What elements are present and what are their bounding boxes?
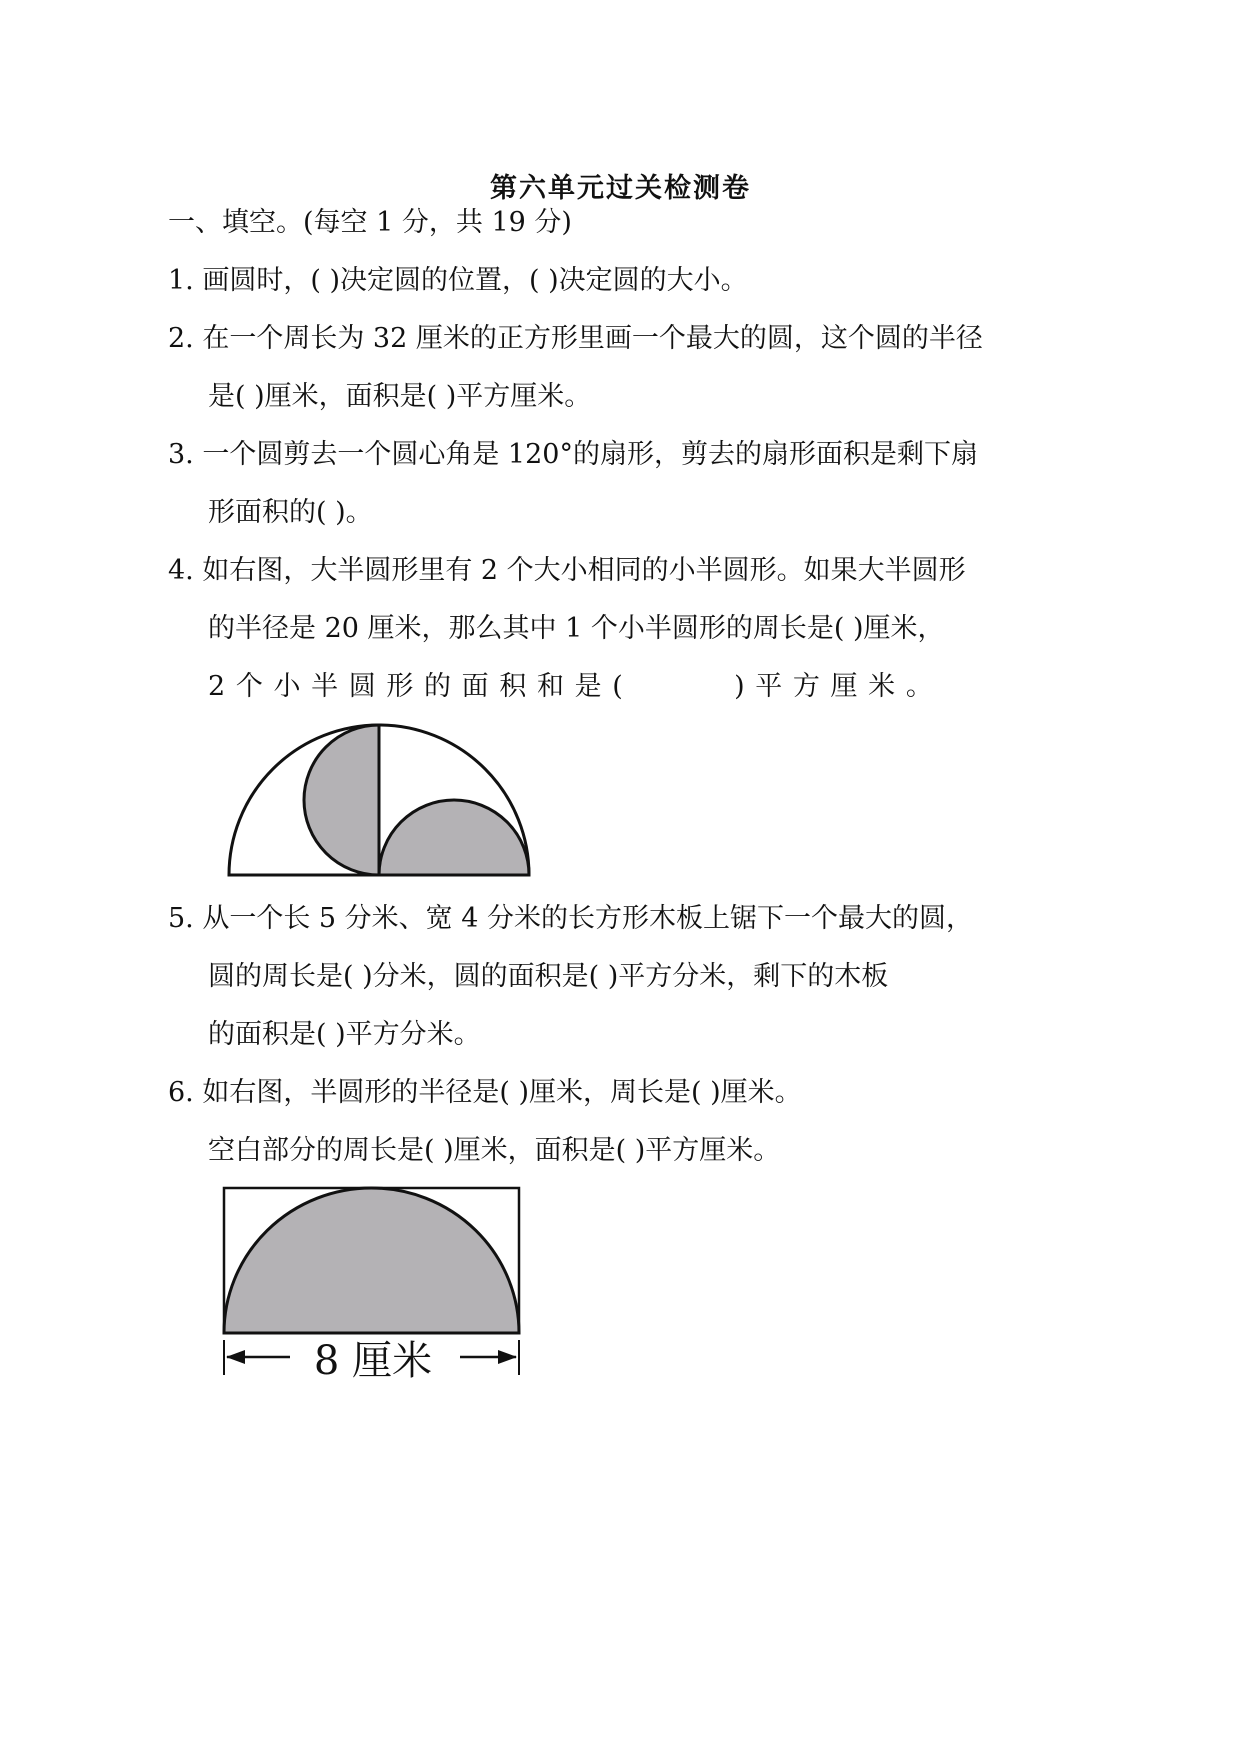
question-6-line-1: 6. 如右图，半圆形的半径是( )厘米，周长是( )厘米。 bbox=[168, 1077, 802, 1108]
section-heading: 一、填空。(每空 1 分，共 19 分) bbox=[168, 207, 572, 238]
page-title: 第六单元过关检测卷 bbox=[490, 173, 751, 204]
question-2-line-2: 是( )厘米，面积是( )平方厘米。 bbox=[208, 381, 592, 412]
q4-word: 形 bbox=[386, 671, 414, 702]
q4-word: 的 bbox=[424, 671, 452, 702]
arrowhead-left-icon bbox=[226, 1350, 245, 1364]
question-4-line-1: 4. 如右图，大半圆形里有 2 个大小相同的小半圆形。如果大半圆形 bbox=[168, 555, 966, 586]
q4-word: 2 bbox=[208, 671, 226, 702]
question-6-line-2: 空白部分的周长是( )厘米，面积是( )平方厘米。 bbox=[208, 1135, 781, 1166]
arrowhead-right-icon bbox=[498, 1350, 517, 1364]
question-5-line-1: 5. 从一个长 5 分米、宽 4 分米的长方形木板上锯下一个最大的圆， bbox=[168, 903, 974, 934]
q4-word: 个 bbox=[235, 671, 263, 702]
q4-word: ( bbox=[612, 671, 623, 702]
q4-word: ) bbox=[734, 671, 745, 702]
q4-word: 小 bbox=[273, 671, 301, 702]
question-4-line-2: 的半径是 20 厘米，那么其中 1 个小半圆形的周长是( )厘米， bbox=[208, 613, 945, 644]
q4-word: 方 bbox=[792, 671, 820, 702]
q4-word: 米 bbox=[868, 671, 896, 702]
question-2-line-1: 2. 在一个周长为 32 厘米的正方形里画一个最大的圆，这个圆的半径 bbox=[168, 323, 983, 354]
question-5-line-3: 的面积是( )平方分米。 bbox=[208, 1019, 481, 1050]
answer-blank bbox=[633, 670, 723, 704]
q4-word: 平 bbox=[755, 671, 783, 702]
question-4-line-3 bbox=[208, 670, 933, 704]
q4-word: 半 bbox=[311, 671, 339, 702]
question-5-line-2: 圆的周长是( )分米，圆的面积是( )平方分米，剩下的木板 bbox=[208, 961, 889, 992]
question-3-line-2: 形面积的( )。 bbox=[208, 497, 373, 528]
dimension-label: 8 厘米 bbox=[313, 1338, 433, 1384]
q4-word: 圆 bbox=[348, 671, 376, 702]
q4-word: 。 bbox=[905, 671, 933, 702]
question-1: 1. 画圆时，( )决定圆的位置，( )决定圆的大小。 bbox=[168, 265, 748, 296]
q4-word: 厘 bbox=[830, 671, 858, 702]
q4-word: 和 bbox=[536, 671, 564, 702]
q4-word: 面 bbox=[461, 671, 489, 702]
q4-word: 积 bbox=[499, 671, 527, 702]
question-3-line-1: 3. 一个圆剪去一个圆心角是 120°的扇形，剪去的扇形面积是剩下扇 bbox=[168, 439, 978, 470]
question-6-figure bbox=[215, 1180, 535, 1395]
question-4-figure bbox=[220, 715, 540, 885]
q4-word: 是 bbox=[574, 671, 602, 702]
